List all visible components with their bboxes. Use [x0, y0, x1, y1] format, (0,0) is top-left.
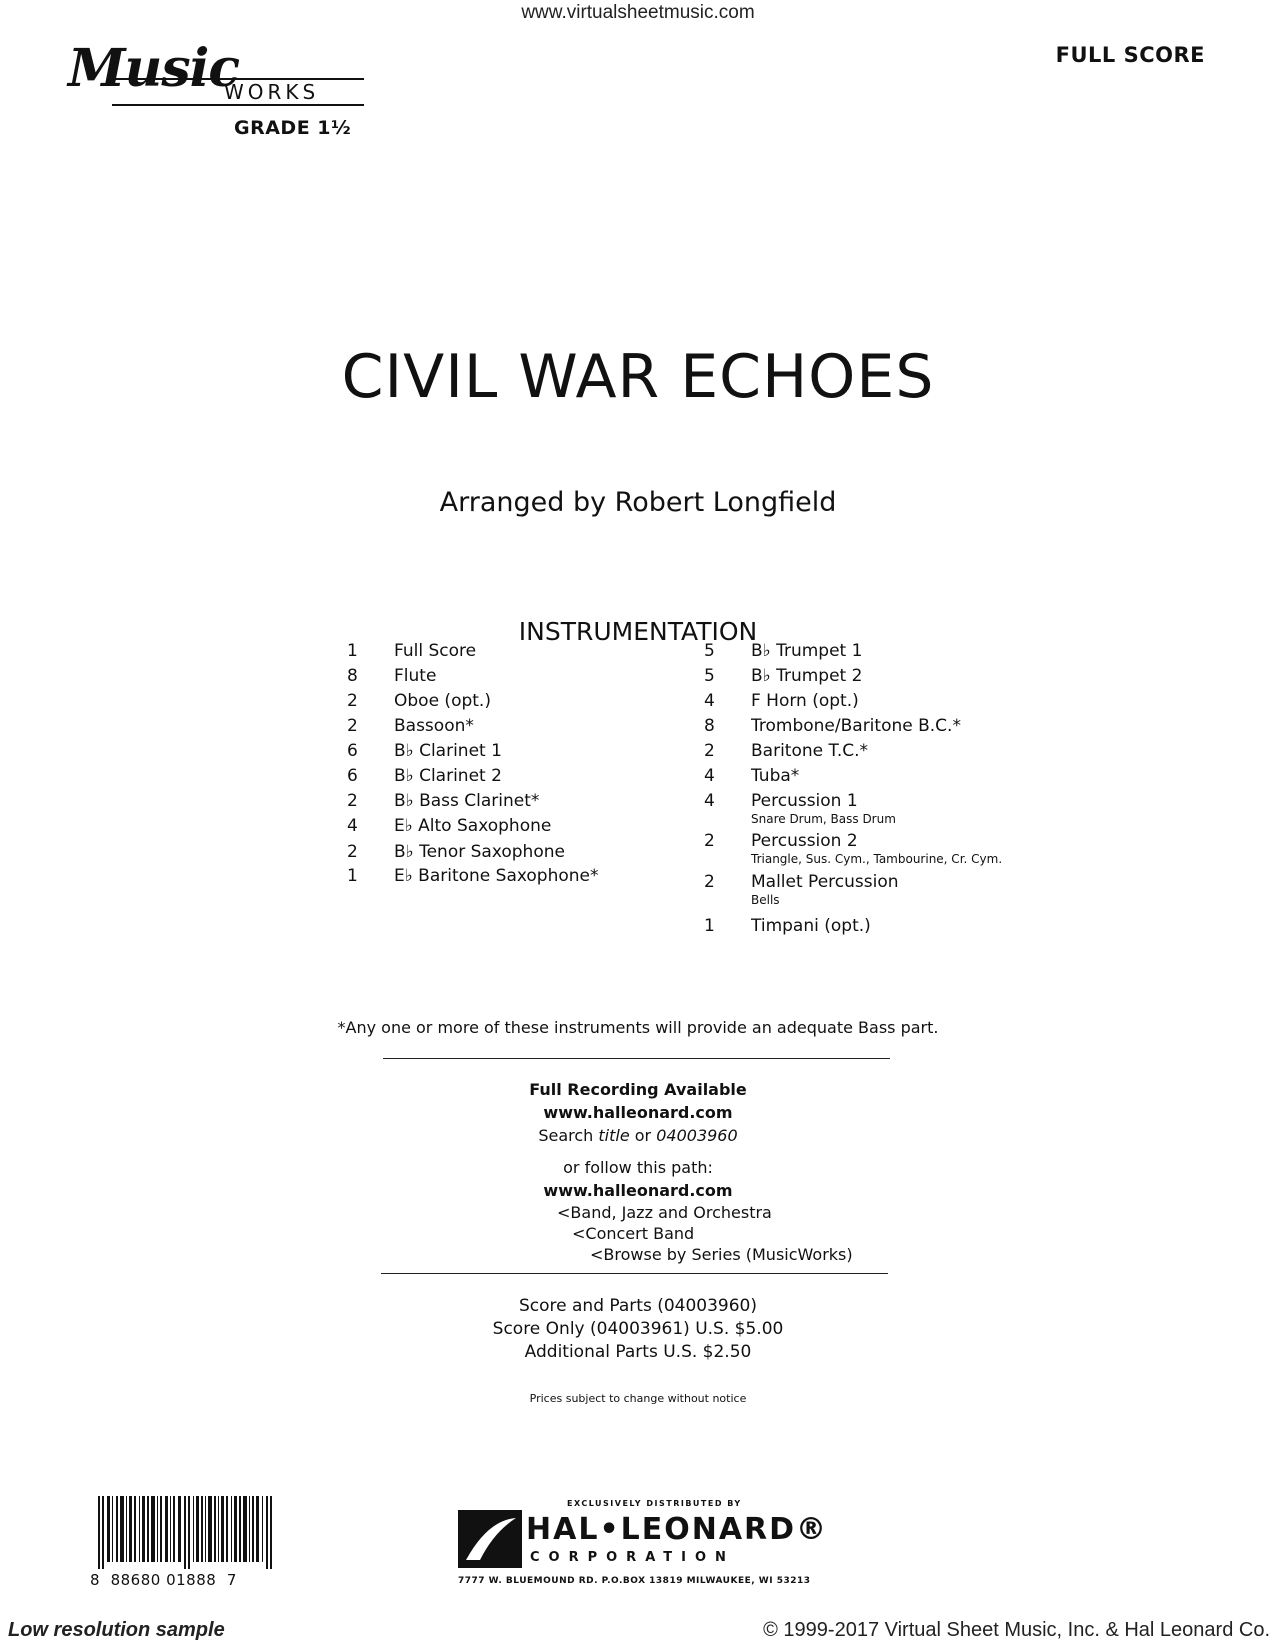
instrument-qty: 5	[704, 641, 715, 661]
instrument-name: B♭ Tenor Saxophone	[394, 842, 565, 862]
instrument-qty: 6	[347, 766, 358, 786]
instrument-qty: 1	[704, 916, 715, 936]
instrument-qty: 8	[704, 716, 715, 736]
recording-heading: Full Recording Available	[529, 1080, 747, 1099]
barcode-icon	[98, 1496, 276, 1569]
arranger-credit: Arranged by Robert Longfield	[439, 487, 837, 518]
full-score-label: FULL SCORE	[1055, 43, 1205, 67]
instrument-qty: 2	[347, 691, 358, 711]
instrument-qty: 2	[347, 791, 358, 811]
path-step-2: <Concert Band	[572, 1224, 695, 1243]
bass-footnote: *Any one or more of these instruments will provide an adequate Bass part.	[337, 1018, 939, 1037]
instrument-name: Bassoon*	[394, 716, 474, 736]
low-resolution-label: Low resolution sample	[8, 1619, 225, 1641]
pricing-score-and-parts: Score and Parts (04003960)	[518, 1296, 758, 1316]
instrumentation-heading: INSTRUMENTATION	[518, 617, 758, 646]
instrument-name: B♭ Bass Clarinet*	[394, 791, 540, 811]
instrument-name: Trombone/Baritone B.C.*	[751, 716, 961, 736]
instrument-qty: 4	[704, 691, 715, 711]
instrument-name: Tuba*	[751, 766, 800, 786]
publisher-address: 7777 W. BLUEMOUND RD. P.O.BOX 13819 MILWAUKEE, WI 53213	[458, 1576, 811, 1586]
divider-top	[383, 1058, 890, 1059]
instrument-name: Timpani (opt.)	[751, 916, 871, 936]
instrument-name: Flute	[394, 666, 437, 686]
follow-path-site-link[interactable]: www.halleonard.com	[543, 1181, 733, 1200]
instrument-qty: 4	[704, 766, 715, 786]
instrument-name: Percussion 1	[751, 791, 858, 811]
instrument-detail: Triangle, Sus. Cym., Tambourine, Cr. Cym.	[751, 852, 1003, 866]
distributed-by-label: EXCLUSIVELY DISTRIBUTED BY	[567, 1499, 742, 1508]
hal-leonard-name: HAL•LEONARD®	[526, 1512, 829, 1547]
instrument-qty: 6	[347, 741, 358, 761]
hal-leonard-corporation: CORPORATION	[530, 1550, 735, 1565]
instrument-name: B♭ Clarinet 2	[394, 766, 502, 786]
instrument-name: E♭ Baritone Saxophone*	[394, 866, 599, 886]
instrument-detail: Bells	[751, 893, 780, 907]
path-step-3: <Browse by Series (MusicWorks)	[590, 1245, 853, 1264]
divider-bottom	[381, 1273, 888, 1274]
instrument-qty: 2	[347, 842, 358, 862]
instrument-name: Oboe (opt.)	[394, 691, 491, 711]
recording-search-line: Search title or 04003960	[538, 1126, 738, 1145]
instrument-name: Full Score	[394, 641, 477, 661]
instrument-qty: 5	[704, 666, 715, 686]
instrument-qty: 2	[347, 716, 358, 736]
instrument-qty: 8	[347, 666, 358, 686]
watermark-url: www.virtualsheetmusic.com	[521, 2, 755, 23]
instrument-qty: 1	[347, 866, 358, 886]
instrument-qty: 2	[704, 741, 715, 761]
copyright-notice: © 1999-2017 Virtual Sheet Music, Inc. & Hal Leonard Co.	[763, 1619, 1270, 1641]
instrument-qty: 4	[347, 816, 358, 836]
instrument-name: Percussion 2	[751, 831, 858, 851]
instrument-name: F Horn (opt.)	[751, 691, 859, 711]
grade-label: GRADE 1½	[234, 117, 352, 139]
path-step-1: <Band, Jazz and Orchestra	[557, 1203, 772, 1222]
pricing-score-only: Score Only (04003961) U.S. $5.00	[492, 1319, 784, 1339]
instrument-name: B♭ Trumpet 1	[751, 641, 863, 661]
musicworks-logo-script: Music	[68, 38, 240, 99]
pricing-additional-parts: Additional Parts U.S. $2.50	[524, 1342, 752, 1362]
hal-leonard-logo-icon	[458, 1510, 522, 1568]
recording-site-link[interactable]: www.halleonard.com	[543, 1103, 733, 1122]
prices-note: Prices subject to change without notice	[529, 1392, 747, 1405]
instrument-qty: 2	[704, 872, 715, 892]
instrument-name: B♭ Clarinet 1	[394, 741, 502, 761]
instrument-name: B♭ Trumpet 2	[751, 666, 863, 686]
musicworks-logo-works: WORKS	[224, 80, 320, 104]
instrument-detail: Snare Drum, Bass Drum	[751, 812, 896, 826]
score-title: CIVIL WAR ECHOES	[341, 342, 935, 412]
instrument-qty: 4	[704, 791, 715, 811]
follow-path-label: or follow this path:	[563, 1158, 713, 1177]
instrument-name: Baritone T.C.*	[751, 741, 869, 761]
logo-rule-bottom	[112, 104, 364, 106]
instrument-qty: 2	[704, 831, 715, 851]
barcode-digits: 8 88680 01888 7	[90, 1571, 237, 1589]
instrument-name: E♭ Alto Saxophone	[394, 816, 552, 836]
instrument-name: Mallet Percussion	[751, 872, 899, 892]
instrument-qty: 1	[347, 641, 358, 661]
